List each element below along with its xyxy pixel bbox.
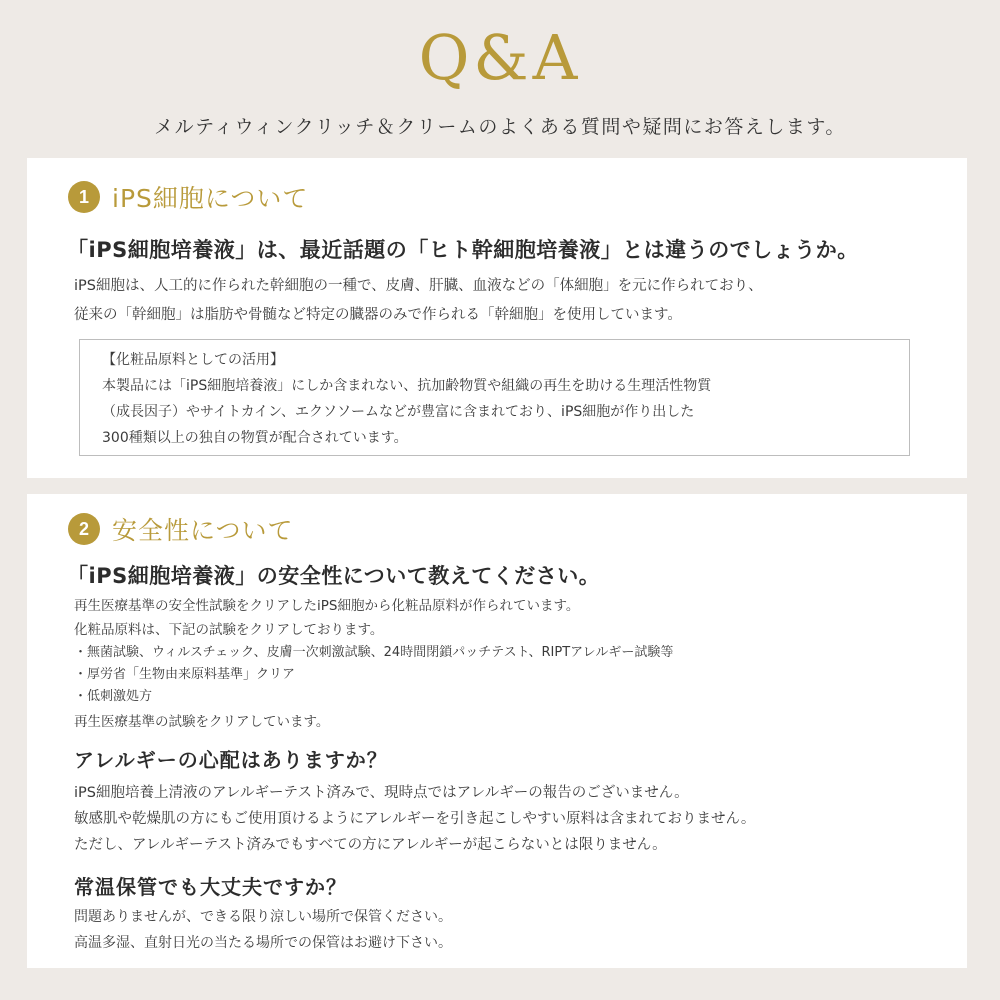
box-line: 本製品には「iPS細胞培養液」にしか含まれない、抗加齢物質や組織の再生を助ける生理活性物質 (102, 378, 712, 394)
question-heading: アレルギーの心配はありますか？ (74, 748, 388, 772)
section-title: 安全性について (112, 516, 294, 545)
bullet-item: ・無菌試験、ウィルスチェック、皮膚一次刺激試験、24時間閉鎖パッチテスト、RIPTアレルギー試験等 (74, 645, 674, 660)
cosmetic-usage-box (79, 339, 910, 456)
bullet-item: ・厚労省「生物由来原料基準」クリア (74, 667, 296, 682)
section-number-badge: 2 (68, 513, 100, 545)
section-safety-header (68, 510, 294, 548)
answer-line: 従来の「幹細胞」は脂肪や骨髄など特定の臓器のみで作られる「幹細胞」を使用しています。 (74, 307, 682, 323)
answer-line: ただし、アレルギーテスト済みでもすべての方にアレルギーが起こらないとは限りません。 (74, 837, 667, 853)
page-title: Q&A (418, 21, 582, 94)
answer-line: 高温多湿、直射日光の当たる場所での保管はお避け下さい。 (74, 935, 452, 951)
box-heading: 【化粧品原料としての活用】 (102, 352, 284, 368)
answer-line: 化粧品原料は、下記の試験をクリアしております。 (74, 622, 384, 638)
section-title: iPS細胞について (112, 184, 309, 213)
question-heading: 「iPS細胞培養液」は、最近話題の「ヒト幹細胞培養液」とは違うのでしょうか。 (67, 238, 859, 262)
box-line: （成長因子）やサイトカイン、エクソソームなどが豊富に含まれており、iPS細胞が作り出した (102, 404, 695, 420)
answer-line: 問題ありませんが、できる限り涼しい場所で保管ください。 (74, 909, 452, 925)
answer-line: iPS細胞培養上清液のアレルギーテスト済みで、現時点ではアレルギーの報告のございません。 (74, 785, 689, 801)
answer-line: iPS細胞は、人工的に作られた幹細胞の一種で、皮膚、肝臓、血液などの「体細胞」を元に作られており、 (74, 278, 763, 294)
box-line: 300種類以上の独自の物質が配合されています。 (102, 430, 408, 446)
answer-line: 再生医療基準の試験をクリアしています。 (74, 714, 330, 730)
section-ips-header (68, 178, 308, 216)
section-ips-card (27, 158, 967, 478)
answer-line: 再生医療基準の安全性試験をクリアしたiPS細胞から化粧品原料が作られています。 (74, 598, 580, 614)
page-subtitle: メルティウィンクリッチ＆クリームのよくある質問や疑問にお答えします。 (154, 116, 846, 138)
section-safety-card (27, 494, 967, 968)
answer-line: 敏感肌や乾燥肌の方にもご使用頂けるようにアレルギーを引き起こしやすい原料は含まれておりません。 (74, 811, 756, 827)
bullet-item: ・低刺激処方 (74, 689, 153, 704)
question-heading: 「iPS細胞培養液」の安全性について教えてください。 (67, 564, 601, 588)
question-heading: 常温保管でも大丈夫ですか？ (74, 875, 347, 899)
section-number-badge: 1 (68, 181, 100, 213)
